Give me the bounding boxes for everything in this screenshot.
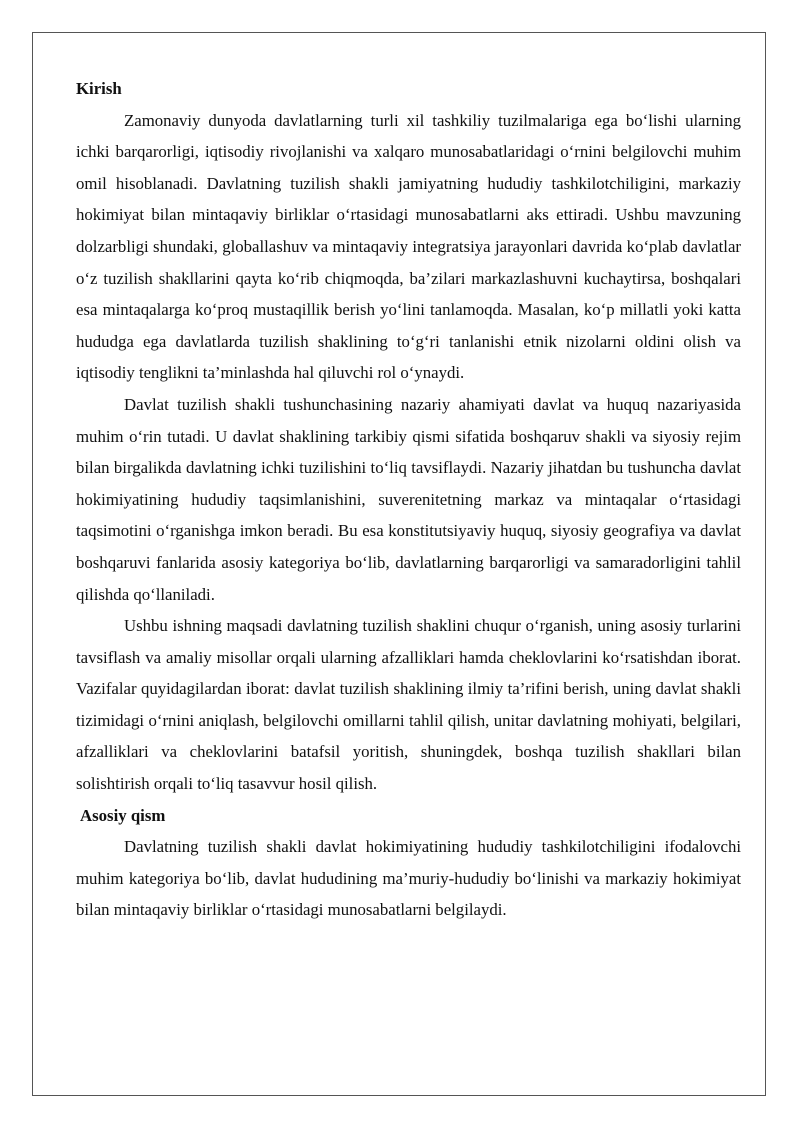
- section-heading-intro: Kirish: [76, 79, 122, 98]
- document-body: [76, 73, 741, 926]
- paragraph: Davlat tuzilish shakli tushunchasining nazariy ahamiyati davlat va huquq nazariyasida muhim o‘rin tutadi. U davlat shaklining tarkibiy qismi sifatida boshqaruv shakli va siyosiy rejim bilan birgalikda davlatning ichki tuzilishini to‘liq tavsiflaydi. Nazariy jihatdan bu tushuncha davlat hokimiyatining hududiy taqsimlanishini, suverenitetning markaz va mintaqalar o‘rtasidagi taqsimotini o‘rganishga imkon beradi. Bu esa konstitutsiyaviy huquq, siyosiy geografiya va davlat boshqaruvi fanlarida asosiy kategoriya bo‘lib, davlatlarning barqarorligi va samaradorligini tahlil qilishda qo‘llaniladi.: [76, 394, 741, 604]
- paragraph: Davlatning tuzilish shakli davlat hokimiyatining hududiy tashkilotchiligini ifodalovchi muhim kategoriya bo‘lib, davlat hududining ma’muriy-hududiy bo‘linishi va markaziy hokimiyat bilan mintaqaviy birliklar o‘rtasidagi munosabatlarni belgilaydi.: [76, 837, 741, 920]
- paragraph: Ushbu ishning maqsadi davlatning tuzilish shaklini chuqur o‘rganish, uning asosiy turlarini tavsiflash va amaliy misollar orqali ularning afzalliklari hamda cheklovlarini ko‘rsatishdan iborat. Vazifalar quyidagilardan iborat: davlat tuzilish shaklining ilmiy ta’rifini berish, uning davlat shakli tizimidagi o‘rnini aniqlash, belgilovchi omillarni tahlil qilish, unitar davlatning mohiyati, belgilari, afzalliklari va cheklovlarini batafsil yoritish, shuningdek, boshqa tuzilish shakllari bilan solishtirish orqali to‘liq tasavvur hosil qilish.: [76, 616, 741, 794]
- section-heading-main: Asosiy qism: [80, 805, 166, 825]
- paragraph: Zamonaviy dunyoda davlatlarning turli xil tashkiliy tuzilmalariga ega bo‘lishi ularning ichki barqarorligi, iqtisodiy rivojlanishi va xalqaro munosabatlaridagi o‘rnini belgilovchi muhim omil hisoblanadi. Davlatning tuzilish shakli jamiyatning hududiy tashkilotchiligini, markaziy hokimiyat bilan mintaqaviy birliklar o‘rtasidagi munosabatlarni aks ettiradi. Ushbu mavzuning dolzarbligi shundaki, globallashuv va mintaqaviy integratsiya jarayonlari davrida ko‘plab davlatlar o‘z tuzilish shakllarini qayta ko‘rib chiqmoqda, ba’zilari markazlashuvni kuchaytirsa, boshqalari esa mintaqalarga ko‘proq mustaqillik berish yo‘lini tanlamoqda. Masalan, ko‘p millatli yoki katta hududga ega davlatlarda tuzilish shaklining to‘g‘ri tanlanishi etnik nizolarni oldini olish va iqtisodiy tenglikni ta’minlashda hal qiluvchi rol o‘ynaydi.: [76, 110, 741, 383]
